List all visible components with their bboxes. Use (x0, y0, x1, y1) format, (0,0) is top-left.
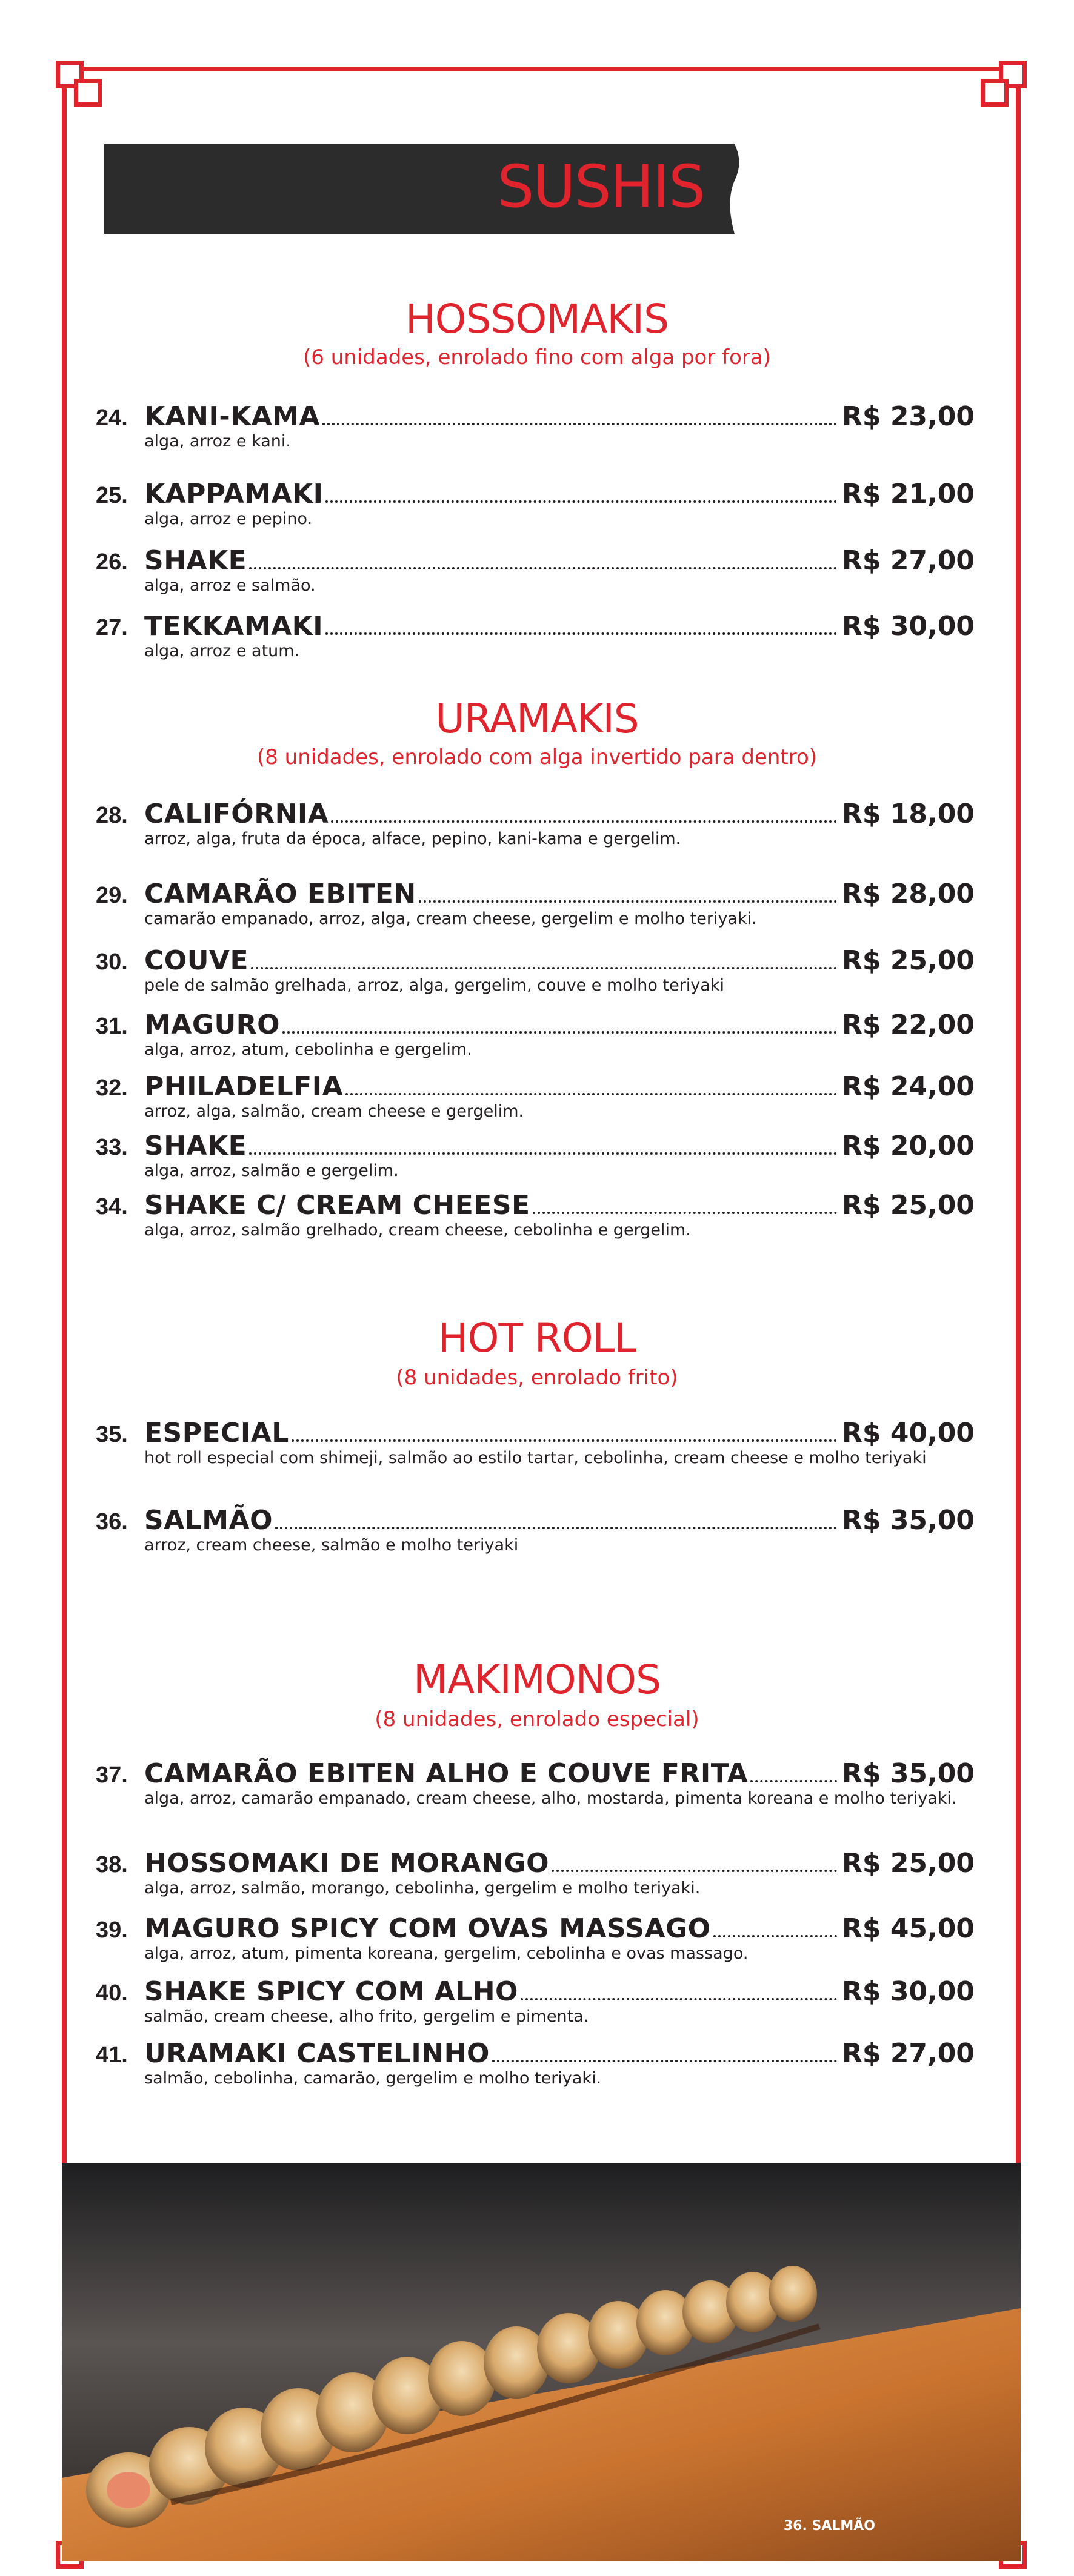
item-number: 36. (96, 1509, 128, 1535)
item-description: alga, arroz e pepino. (144, 510, 313, 528)
item-name: URAMAKI CASTELINHO (144, 2038, 490, 2069)
dotted-leader (552, 1870, 837, 1872)
item-price: R$ 27,00 (842, 545, 975, 576)
item-name: CAMARÃO EBITEN ALHO E COUVE FRITA (144, 1758, 749, 1789)
item-number: 28. (96, 803, 128, 828)
item-description: alga, arroz, salmão grelhado, cream cheese, cebolinha e gergelim. (144, 1221, 691, 1240)
item-number: 30. (96, 949, 128, 975)
item-price: R$ 27,00 (842, 2038, 975, 2069)
dotted-leader (419, 900, 837, 903)
item-price: R$ 22,00 (842, 1009, 975, 1040)
menu-item (96, 1190, 975, 1241)
item-description: pele de salmão grelhada, arroz, alga, gergelim, couve e molho teriyaki (144, 976, 724, 995)
item-price: R$ 25,00 (842, 945, 975, 976)
menu-item (96, 1130, 975, 1181)
item-name: SHAKE C/ CREAM CHEESE (144, 1190, 530, 1221)
dotted-leader (249, 567, 837, 569)
section-subtitle-uramakis: (8 unidades, enrolado com alga invertido para dentro) (256, 745, 818, 769)
section-title-hot-roll: HOT ROLL (438, 1315, 636, 1361)
section-title-hossomakis: HOSSOMAKIS (405, 296, 669, 342)
item-description: alga, arroz e kani. (144, 432, 291, 451)
menu-item (96, 878, 975, 929)
dotted-leader (345, 1093, 837, 1095)
item-number: 29. (96, 883, 128, 908)
item-description: salmão, cebolinha, camarão, gergelim e molho teriyaki. (144, 2069, 602, 2088)
item-name: HOSSOMAKI DE MORANGO (144, 1848, 550, 1879)
item-name: COUVE (144, 945, 249, 976)
item-description: alga, arroz e salmão. (144, 576, 316, 595)
item-name: CAMARÃO EBITEN (144, 878, 416, 909)
item-price: R$ 45,00 (842, 1913, 975, 1944)
item-price: R$ 30,00 (842, 1976, 975, 2007)
item-description: alga, arroz, salmão e gergelim. (144, 1161, 399, 1180)
corner-ornament-top-left (56, 61, 110, 115)
item-number: 39. (96, 1917, 128, 1943)
dotted-leader (713, 1935, 837, 1937)
menu-item (96, 1976, 975, 2027)
menu-item (96, 1913, 975, 1964)
item-description: arroz, cream cheese, salmão e molho teriyaki (144, 1536, 519, 1555)
item-price: R$ 23,00 (842, 401, 975, 432)
item-description: hot roll especial com shimeji, salmão ao estilo tartar, cebolinha, cream cheese e molho teriyaki (144, 1449, 927, 1467)
menu-item (96, 945, 975, 996)
sushi-photo (62, 2163, 1021, 2561)
section-title-uramakis: URAMAKIS (435, 695, 639, 742)
section-title-makimonos: MAKIMONOS (413, 1656, 661, 1703)
item-name: CALIFÓRNIA (144, 798, 329, 829)
item-number: 31. (96, 1014, 128, 1039)
menu-item (96, 1848, 975, 1899)
item-name: TEKKAMAKI (144, 611, 324, 642)
item-description: alga, arroz, atum, cebolinha e gergelim. (144, 1040, 472, 1059)
item-number: 25. (96, 483, 128, 508)
photo-caption: 36. SALMÃO (783, 2518, 875, 2534)
item-price: R$ 25,00 (842, 1848, 975, 1879)
item-name: SALMÃO (144, 1505, 273, 1536)
item-name: SHAKE SPICY COM ALHO (144, 1976, 518, 2007)
item-name: KANI-KAMA (144, 401, 321, 432)
item-price: R$ 25,00 (842, 1190, 975, 1221)
item-price: R$ 20,00 (842, 1130, 975, 1161)
item-price: R$ 18,00 (842, 798, 975, 829)
item-description: alga, arroz, salmão, morango, cebolinha, gergelim e molho teriyaki. (144, 1879, 701, 1897)
menu-item (96, 1418, 975, 1469)
item-description: salmão, cream cheese, alho frito, gergelim e pimenta. (144, 2007, 589, 2026)
dotted-leader (521, 1998, 837, 2000)
item-price: R$ 24,00 (842, 1071, 975, 1102)
menu-item (96, 798, 975, 849)
dotted-leader (275, 1527, 837, 1529)
item-number: 27. (96, 615, 128, 640)
menu-item (96, 401, 975, 452)
item-price: R$ 35,00 (842, 1505, 975, 1536)
section-subtitle-hossomakis: (6 unidades, enrolado fino com alga por fora) (303, 345, 771, 370)
item-description: camarão empanado, arroz, alga, cream cheese, gergelim e molho teriyaki. (144, 909, 757, 928)
dotted-leader (292, 1439, 837, 1442)
item-price: R$ 21,00 (842, 479, 975, 510)
item-name: MAGURO SPICY COM OVAS MASSAGO (144, 1913, 711, 1944)
dotted-leader (251, 967, 837, 969)
menu-item (96, 545, 975, 596)
menu-item (96, 1071, 975, 1122)
section-subtitle-hot-roll: (8 unidades, enrolado frito) (396, 1366, 678, 1390)
corner-ornament-top-right (972, 61, 1027, 115)
dotted-leader (750, 1780, 837, 1782)
item-name: SHAKE (144, 1130, 247, 1161)
item-price: R$ 30,00 (842, 611, 975, 642)
menu-item (96, 1758, 975, 1809)
item-number: 34. (96, 1194, 128, 1220)
section-subtitle-makimonos: (8 unidades, enrolado especial) (375, 1707, 699, 1731)
item-number: 26. (96, 549, 128, 575)
item-number: 41. (96, 2042, 128, 2068)
dotted-leader (492, 2060, 837, 2062)
page-title: SUSHIS (497, 153, 704, 221)
item-description: alga, arroz e atum. (144, 642, 300, 660)
item-name: PHILADELFIA (144, 1071, 344, 1102)
menu-item (96, 2038, 975, 2089)
item-name: ESPECIAL (144, 1418, 289, 1449)
item-price: R$ 28,00 (842, 878, 975, 909)
menu-item (96, 1009, 975, 1060)
header-banner (104, 144, 747, 234)
item-description: alga, arroz, atum, pimenta koreana, gergelim, cebolinha e ovas massago. (144, 1944, 749, 1963)
item-number: 37. (96, 1762, 128, 1788)
item-name: MAGURO (144, 1009, 280, 1040)
item-description: arroz, alga, fruta da época, alface, pepino, kani-kama e gergelim. (144, 829, 681, 848)
item-number: 40. (96, 1980, 128, 2006)
item-name: SHAKE (144, 545, 247, 576)
item-number: 32. (96, 1075, 128, 1101)
dotted-leader (325, 632, 837, 635)
menu-item (96, 1505, 975, 1556)
item-number: 35. (96, 1422, 128, 1447)
item-price: R$ 35,00 (842, 1758, 975, 1789)
dotted-leader (249, 1152, 837, 1155)
dotted-leader (325, 500, 837, 503)
dotted-leader (282, 1031, 837, 1034)
item-name: KAPPAMAKI (144, 479, 324, 510)
item-price: R$ 40,00 (842, 1418, 975, 1449)
item-description: arroz, alga, salmão, cream cheese e gergelim. (144, 1102, 524, 1121)
menu-item (96, 479, 975, 529)
dotted-leader (331, 820, 837, 823)
item-description: alga, arroz, camarão empanado, cream cheese, alho, mostarda, pimenta koreana e molho teriyaki. (144, 1789, 957, 1808)
item-number: 33. (96, 1135, 128, 1160)
item-number: 24. (96, 405, 128, 431)
item-number: 38. (96, 1852, 128, 1877)
menu-item (96, 611, 975, 662)
dotted-leader (533, 1212, 837, 1214)
dotted-leader (322, 423, 837, 425)
